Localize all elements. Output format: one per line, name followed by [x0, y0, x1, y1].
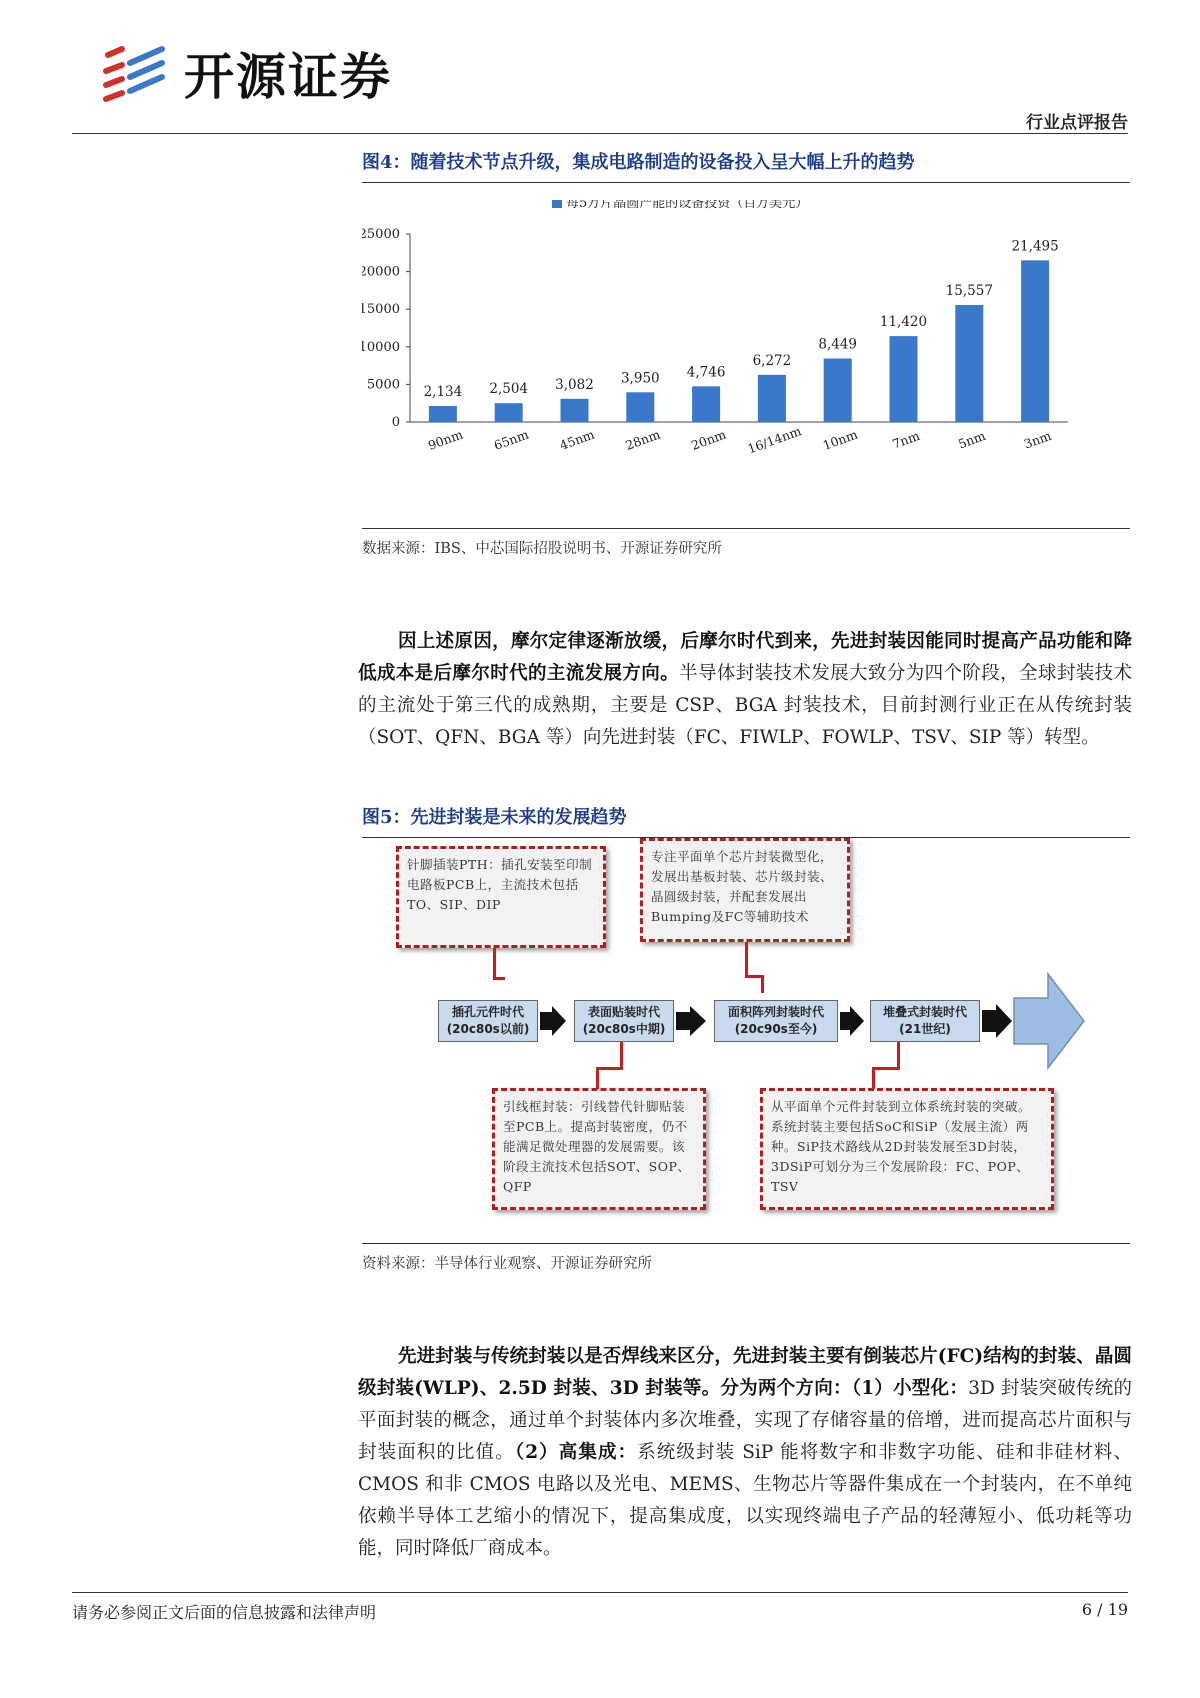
x-tick-label: 90nm [425, 426, 465, 453]
bar-value-label: 2,134 [423, 383, 463, 400]
bar [626, 392, 654, 422]
brand-logo [100, 38, 392, 108]
y-tick-label: 10000 [362, 339, 400, 355]
footer-disclaimer: 请务必参阅正文后面的信息披露和法律声明 [72, 1603, 377, 1622]
bar [824, 358, 852, 422]
figure5-source: 资料来源：半导体行业观察、开源证券研究所 [362, 1243, 1130, 1273]
paragraph-1 [358, 626, 1132, 754]
legend-label: 每5万片晶圆产能的设备投资（百万美元） [566, 200, 809, 211]
arrow-right-icon [982, 1004, 1012, 1038]
x-tick-label: 10nm [820, 426, 860, 453]
bar-chart [362, 200, 1130, 520]
bar [692, 386, 720, 422]
bar [758, 375, 786, 422]
bar-value-label: 3,082 [555, 376, 594, 393]
paragraph-1-text: 半导体封装技术发展大致分为四个阶段，全球封装技术的主流处于第三代的成熟期，主要是 CSP、BGA 封装技术，目前封测行业正在从传统封装（SOT、QFN、BGA 等）向先进封装（FC、FIWLP、FOWLP、TSV、SIP 等）转型。 [358, 663, 1132, 748]
report-type: 行业点评报告 [1026, 113, 1128, 133]
arrow-right-icon [676, 1006, 706, 1036]
brand-logo-icon [100, 41, 170, 105]
page-number: 6 / 19 [1081, 1600, 1128, 1619]
bar [495, 403, 523, 422]
era-period: (20c80s以前) [446, 1022, 530, 1036]
note-pth: 针脚插装PTH：插孔安装至印制电路板PCB上，主流技术包括TO、SIP、DIP [396, 846, 606, 948]
y-tick-label: 20000 [362, 264, 400, 280]
figure5-diagram [362, 838, 1130, 1240]
y-tick-label: 15000 [362, 302, 400, 318]
x-tick-label: 45nm [557, 426, 597, 453]
x-tick-label: 3nm [1021, 427, 1054, 452]
x-tick-label: 20nm [689, 426, 728, 453]
bar [429, 406, 457, 422]
paragraph-1-bold: 因上述原因，摩尔定律逐渐放缓，后摩尔时代到来，先进封装因能同时提高产品功能和降低成本是后摩尔时代的主流发展方向。 [358, 631, 1132, 684]
era-label: 面积阵列封装时代 [727, 1005, 824, 1019]
x-tick-label: 7nm [890, 427, 922, 452]
x-tick-label: 16/14nm [745, 423, 804, 457]
era-period: (20c90s至今) [734, 1022, 818, 1036]
paragraph-2-bold-2: （2）高集成： [514, 1442, 638, 1463]
bar-value-label: 8,449 [818, 336, 858, 353]
timeline-arrows [362, 838, 1130, 1240]
era-label: 插孔元件时代 [451, 1005, 524, 1019]
note-lead-frame: 引线框封装：引线替代针脚贴装至PCB上。提高封装密度，仍不能满足微处理器的发展需要。该阶段主流技术包括SOT、SOP、QFP [492, 1088, 706, 1210]
x-tick-label: 65nm [491, 426, 531, 453]
bar-value-label: 2,504 [489, 381, 529, 398]
figure5-title: 图5：先进封装是未来的发展趋势 [362, 803, 1130, 838]
bar [955, 305, 983, 422]
header-divider [72, 133, 1128, 134]
bar [561, 399, 589, 422]
future-arrow-icon [1014, 974, 1084, 1068]
arrow-right-icon [840, 1006, 864, 1036]
bar-value-label: 3,950 [620, 370, 660, 387]
paragraph-2-text-2: 系统级封装 SiP 能将数字和非数字功能、硅和非硅材料、CMOS 和非 CMOS 电路以及光电、MEMS、生物芯片等器件集成在一个封装内，在不单纯依赖半导体工艺缩小的情况下，提高集成度，以实现终端电子产品的轻薄短小、低功耗等功能，同时降低厂商成本。 [358, 1442, 1132, 1559]
legend-swatch [552, 200, 562, 208]
footer-divider [72, 1592, 1128, 1593]
era-period: (21世纪) [899, 1022, 951, 1036]
brand-name: 开源证券 [184, 48, 392, 106]
bar-value-label: 4,746 [686, 364, 726, 381]
era-label: 表面贴装时代 [587, 1005, 660, 1019]
bar-value-label: 6,272 [752, 352, 792, 369]
paragraph-2-bold-1: 先进封装与传统封装以是否焊线来区分，先进封装主要有倒装芯片(FC)结构的封装、晶圆级封装(WLP)、2.5D 封装、3D 封装等。分为两个方向：（1）小型化： [358, 1346, 1132, 1399]
paragraph-2-text-1: 3D 封装突破传统的平面封装的概念，通过单个封装体内多次堆叠，实现了存储容量的倍增，进而提高芯片面积与封装面积的比值。 [358, 1378, 1133, 1463]
figure4-title: 图4：随着技术节点升级，集成电路制造的设备投入呈大幅上升的趋势 [362, 148, 1130, 183]
figure4-chart [362, 200, 1130, 520]
era-label: 堆叠式封装时代 [882, 1005, 967, 1019]
note-stacked-sip: 从平面单个元件封装到立体系统封装的突破。系统封装主要包括SoC和SiP（发展主流）两种。SiP技术路线从2D封装发展至3D封装，3DSiP可划分为三个发展阶段：FC、POP、TSV [760, 1088, 1054, 1210]
y-tick-label: 0 [391, 415, 400, 430]
x-tick-label: 5nm [956, 427, 988, 452]
figure4-source: 数据来源：IBS、中芯国际招股说明书、开源证券研究所 [362, 528, 1130, 558]
y-tick-label: 5000 [366, 377, 400, 393]
paragraph-2 [358, 1341, 1132, 1565]
bar-value-label: 21,495 [1011, 238, 1059, 255]
bar [1021, 260, 1049, 422]
arrow-right-icon [540, 1006, 566, 1036]
y-tick-label: 25000 [362, 227, 400, 242]
bar-value-label: 15,557 [945, 283, 993, 300]
bar [890, 336, 918, 422]
x-tick-label: 28nm [623, 426, 663, 453]
bar-value-label: 11,420 [879, 314, 928, 331]
note-surface-miniaturization: 专注平面单个芯片封装微型化，发展出基板封装、芯片级封装、晶圆级封装，并配套发展出Bumping及FC等辅助技术 [640, 838, 850, 942]
era-period: (20c80s中期) [582, 1022, 666, 1036]
